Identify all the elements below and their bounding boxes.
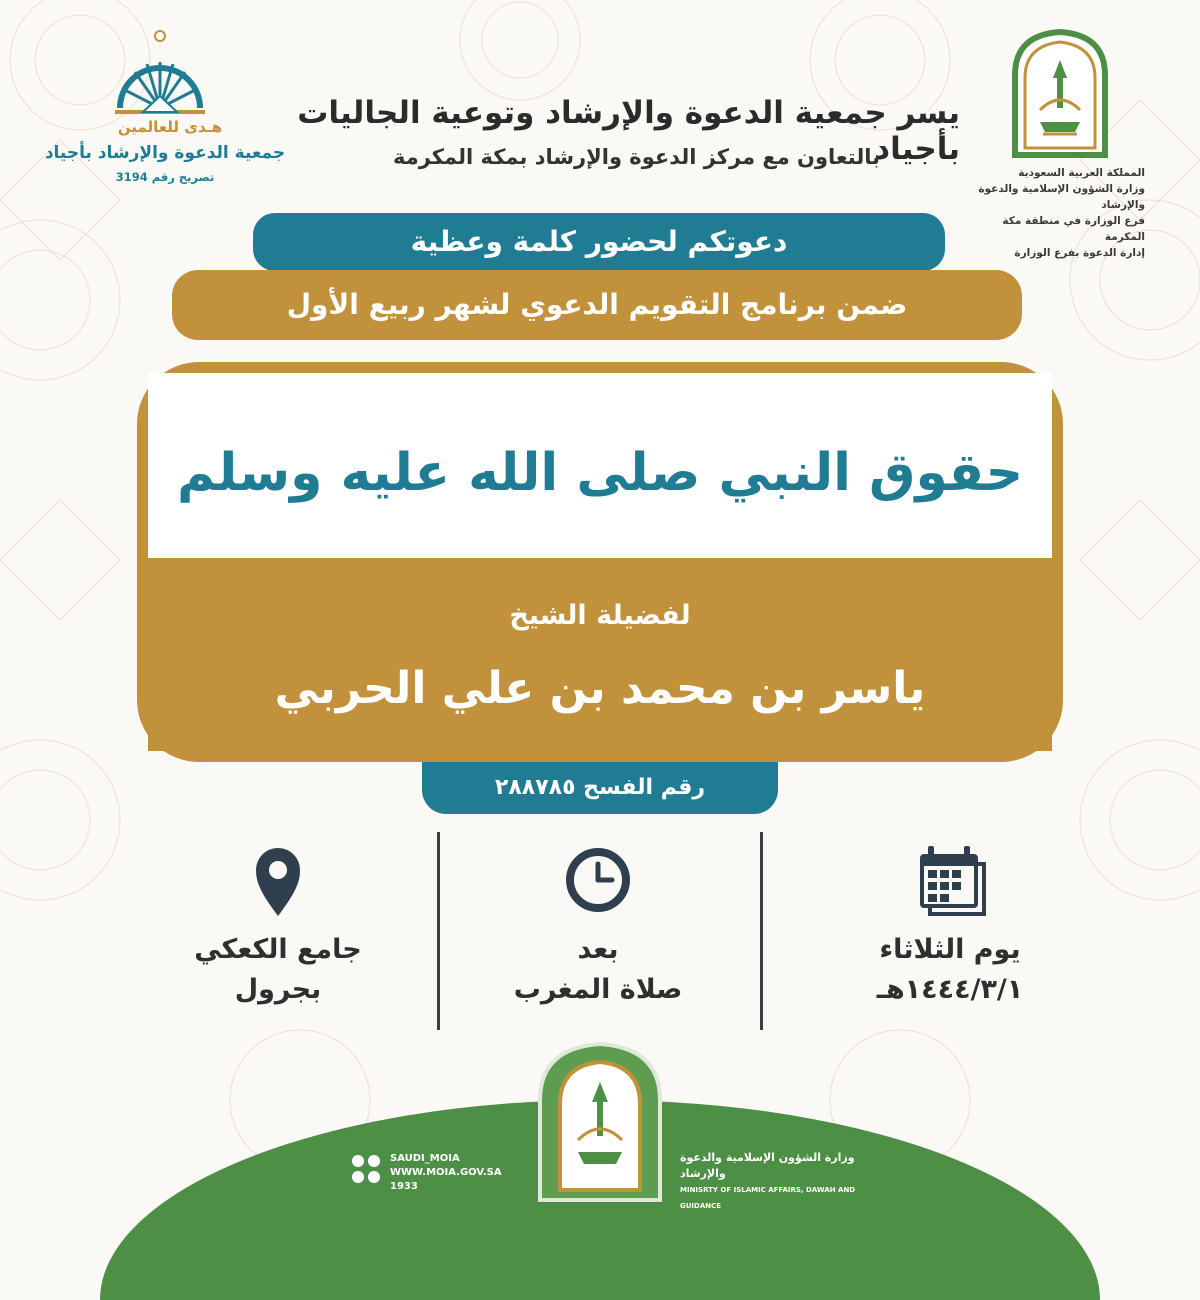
ministry-text-block (965, 165, 1145, 261)
clock-icon (558, 840, 638, 920)
header-subtitle: بالتعاون مع مركز الدعوة والإرشاد بمكة المكرمة (393, 145, 880, 169)
footer-ministry-name (680, 1150, 890, 1214)
place-mosque: جامع الكعكي (194, 934, 362, 965)
social-icons (348, 1153, 388, 1191)
date-value: ١٤٤٤/٣/١هـ (876, 974, 1024, 1005)
column-divider (437, 832, 440, 1030)
lecture-card (137, 362, 1063, 762)
time-prefix: بعد (577, 934, 619, 965)
place-district: بجرول (234, 974, 322, 1005)
invite-banner: دعوتكم لحضور كلمة وعظية (253, 213, 945, 271)
association-logo (95, 30, 225, 130)
ministry-emblem-logo (1005, 30, 1115, 155)
phone-number: 1933 (390, 1181, 418, 1192)
sheikh-label: لفضيلة الشيخ (509, 600, 691, 631)
permit-number-badge: رقم الفسح ٢٨٨٧٨٥ (422, 762, 778, 814)
social-handle[interactable]: SAUDI_MOIA (390, 1153, 460, 1164)
date-day: يوم الثلاثاء (879, 934, 1021, 965)
lecture-title: حقوق النبي صلى الله عليه وسلم (176, 443, 1024, 503)
location-pin-icon (238, 840, 318, 920)
ministry-line: فرع الوزارة في منطقة مكة المكرمة (1002, 215, 1145, 243)
footer-ministry-emblem (530, 1040, 670, 1200)
footer-contact (390, 1152, 530, 1194)
place-column (128, 840, 428, 1010)
column-divider (760, 832, 763, 1030)
ministry-name-en: MINISRTY OF ISLAMIC AFFAIRS, DAWAH AND GUIDANCE (680, 1186, 856, 1210)
time-prayer: صلاة المغرب (513, 974, 683, 1005)
sheikh-name: ياسر بن محمد بن علي الحربي (274, 663, 926, 714)
ministry-name-ar: وزارة الشؤون الإسلامية والدعوة والإرشاد (680, 1151, 855, 1180)
program-banner: ضمن برنامج التقويم الدعوي لشهر ربيع الأول (172, 270, 1022, 340)
association-brand: هـدى للعالمين (117, 118, 223, 136)
card-top-section (148, 373, 1052, 558)
time-column (448, 840, 748, 1010)
association-name: جمعية الدعوة والإرشاد بأجياد (44, 143, 286, 163)
association-permit: تصريح رقم 3194 (115, 170, 215, 184)
ministry-line: المملكة العربية السعودية (1018, 167, 1145, 179)
ministry-line: إدارة الدعوة بفرع الوزارة (1014, 247, 1145, 259)
card-bottom-section (148, 558, 1052, 751)
website-link[interactable]: WWW.MOIA.GOV.SA (390, 1167, 502, 1178)
ministry-line: وزارة الشؤون الإسلامية والدعوة والإرشاد (978, 183, 1145, 211)
calendar-icon (910, 840, 990, 920)
date-column (800, 840, 1100, 1010)
header-title: يسر جمعية الدعوة والإرشاد وتوعية الجاليات بأجياد (297, 95, 960, 167)
